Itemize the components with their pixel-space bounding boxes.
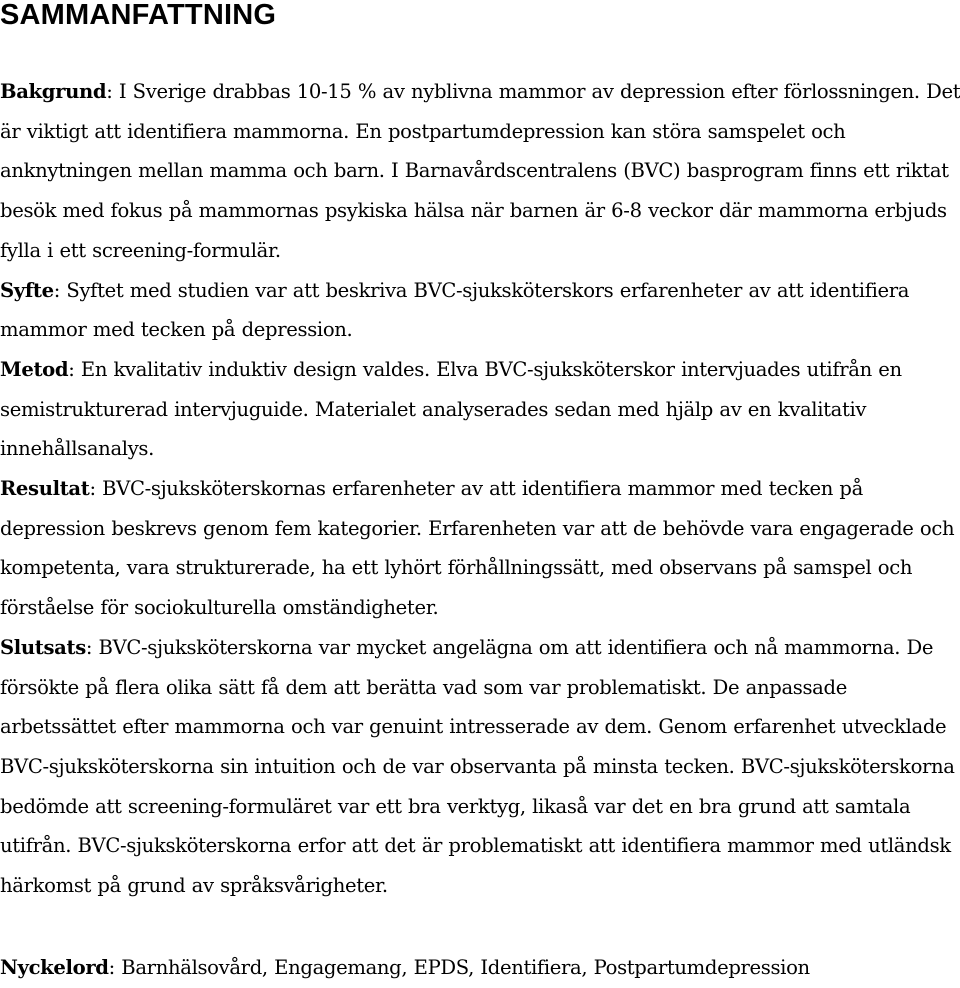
keywords-line: Nyckelord: Barnhälsovård, Engagemang, EPDS, Identifiera, Postpartumdepression (0, 956, 810, 979)
section-label: Bakgrund (0, 80, 107, 103)
section-text: BVC-sjuksköterskornas erfarenheter av att identifiera mammor med tecken på depression beskrevs genom fem kategorier. Erfarenheten var att de behövde vara engagerade och kompetenta, vara strukturerade, ha ett lyhört förhållningssätt, med observans på samspel och förståelse för sociokulturella omständigheter. (0, 477, 955, 620)
section-label: Resultat (0, 477, 90, 501)
section-text: I Sverige drabbas 10-15 % av nyblivna mammor av depression efter förlossningen. Det är viktigt att identifiera mammorna. En postpartumdepression kan störa samspelet och anknytningen mellan mamma och barn. I Barnavårdscentralens (BVC) basprogram finns ett riktat besök med fokus på mammornas psykiska hälsa när barnen är 6-8 veckor där mammorna erbjuds fylla i ett screening-formulär. (0, 80, 960, 262)
section-label: Slutsats (0, 635, 86, 659)
section-bakgrund: Bakgrund: I Sverige drabbas 10-15 % av nyblivna mammor av depression efter förlossningen. Det är viktigt att identifiera mammorna. En postpartumdepression kan störa samspelet och anknytningen mellan mamma och barn. I Barnavårdscentralens (BVC) basprogram finns ett riktat besök med fokus på mammornas psykiska hälsa när barnen är 6-8 veckor där mammorna erbjuds fylla i ett screening-formulär. (0, 80, 960, 262)
section-text: BVC-sjuksköterskorna var mycket angelägna om att identifiera och nå mammorna. De försökte på flera olika sätt få dem att berätta vad som var problematiskt. De anpassade arbetssättet efter mammorna och var genuint intresserade av dem. Genom erfarenhet utvecklade BVC-sjuksköterskorna sin intuition och de var observanta på minsta tecken. BVC-sjuksköterskorna bedömde att screening-formuläret var ett bra verktyg, likaså var det en bra grund att samtala utifrån. BVC-sjuksköterskorna erfor att det är problematiskt att identifiera mammor med utländsk härkomst på grund av språksvårigheter. (0, 635, 955, 898)
section-syfte: Syfte: Syftet med studien var att beskriva BVC-sjuksköterskors erfarenheter av att identifiera mammor med tecken på depression. (0, 278, 910, 342)
section-text: En kvalitativ induktiv design valdes. Elva BVC-sjuksköterskor intervjuades utifrån en semistrukturerad intervjuguide. Materialet analyserades sedan med hjälp av en kvalitativ innehållsanalys. (0, 357, 902, 461)
abstract-body (0, 72, 960, 906)
section-text: Syftet med studien var att beskriva BVC-sjuksköterskors erfarenheter av att identifiera mammor med tecken på depression. (0, 278, 910, 342)
keywords-label: Nyckelord (0, 956, 109, 979)
keywords-text: Barnhälsovård, Engagemang, EPDS, Identifiera, Postpartumdepression (121, 956, 810, 979)
section-slutsats: Slutsats: BVC-sjuksköterskorna var mycket angelägna om att identifiera och nå mammorna. De försökte på flera olika sätt få dem att berätta vad som var problematiskt. De anpassade arbetssättet efter mammorna och var genuint intresserade av dem. Genom erfarenhet utvecklade BVC-sjuksköterskorna sin intuition och de var observanta på minsta tecken. BVC-sjuksköterskorna bedömde att screening-formuläret var ett bra verktyg, likaså var det en bra grund att samtala utifrån. BVC-sjuksköterskorna erfor att det är problematiskt att identifiera mammor med utländsk härkomst på grund av språksvårigheter. (0, 635, 955, 898)
section-resultat: Resultat: BVC-sjuksköterskornas erfarenheter av att identifiera mammor med tecken på depression beskrevs genom fem kategorier. Erfarenheten var att de behövde vara engagerade och kompetenta, vara strukturerade, ha ett lyhört förhållningssätt, med observans på samspel och förståelse för sociokulturella omständigheter. (0, 477, 955, 620)
section-label: Syfte (0, 278, 54, 302)
section-metod: Metod: En kvalitativ induktiv design valdes. Elva BVC-sjuksköterskor intervjuades utifrån en semistrukturerad intervjuguide. Materialet analyserades sedan med hjälp av en kvalitativ innehållsanalys. (0, 357, 902, 461)
section-label: Metod (0, 357, 69, 381)
page-title: SAMMANFATTNING (0, 0, 277, 31)
